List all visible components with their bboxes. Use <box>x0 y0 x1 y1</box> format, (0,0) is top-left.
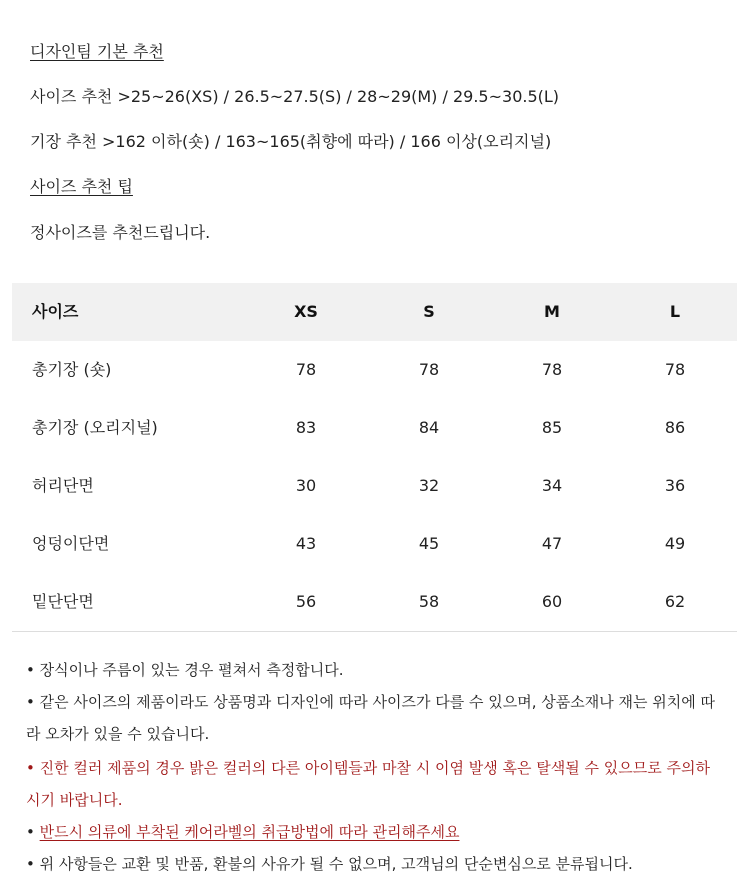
size-table-header <box>12 283 737 341</box>
table-row <box>12 399 737 457</box>
row-label: 총기장 (숏) <box>32 360 112 379</box>
table-row <box>12 573 737 631</box>
table-cell: 78 <box>295 360 317 379</box>
note-line: • 위 사항들은 교환 및 반품, 환불의 사유가 될 수 없으며, 고객님의 단순변심으로 분류됩니다. <box>26 855 633 873</box>
table-row <box>12 515 737 573</box>
table-cell: 60 <box>541 592 563 611</box>
table-cell: 58 <box>418 592 440 611</box>
note-line: • 장식이나 주름이 있는 경우 펼쳐서 측정합니다. <box>26 661 344 679</box>
table-cell: 32 <box>418 476 440 495</box>
note-measurement <box>26 654 726 686</box>
table-cell: 49 <box>664 534 686 553</box>
row-label: 밑단단면 <box>32 592 94 611</box>
table-cell: 78 <box>664 360 686 379</box>
table-cell: 34 <box>541 476 563 495</box>
table-cell: 36 <box>664 476 686 495</box>
note-line: 시기 바랍니다. <box>26 791 123 809</box>
size-tip-heading: 사이즈 추천 팁 <box>30 177 133 196</box>
header-cell: S <box>423 302 435 321</box>
note-line: • 진한 컬러 제품의 경우 밝은 컬러의 다른 아이템들과 마찰 시 이염 발생 혹은 탈색될 수 있으므로 주의하 <box>26 759 710 777</box>
table-cell: 30 <box>295 476 317 495</box>
header-cell: M <box>544 302 560 321</box>
table-cell: 78 <box>541 360 563 379</box>
note-line: 라 오차가 있을 수 있습니다. <box>26 725 210 743</box>
header-cell: XS <box>294 302 318 321</box>
table-divider <box>12 631 737 632</box>
note-bullet: • <box>26 823 40 841</box>
row-label: 허리단면 <box>32 476 94 495</box>
row-label: 엉덩이단면 <box>32 534 110 553</box>
table-cell: 45 <box>418 534 440 553</box>
table-cell: 85 <box>541 418 563 437</box>
size-table <box>12 283 737 631</box>
table-row <box>12 457 737 515</box>
table-cell: 86 <box>664 418 686 437</box>
header-cell: L <box>669 302 681 321</box>
note-no-refund <box>26 848 726 880</box>
table-cell: 84 <box>418 418 440 437</box>
size-recommendation: 사이즈 추천 >25~26(XS) / 26.5~27.5(S) / 28~29(M) / 29.5~30.5(L) <box>30 87 560 106</box>
table-cell: 78 <box>418 360 440 379</box>
note-size-variance <box>26 686 726 750</box>
note-line: • 같은 사이즈의 제품이라도 상품명과 디자인에 따라 사이즈가 다를 수 있으며, 상품소재나 재는 위치에 따 <box>26 693 715 711</box>
table-cell: 43 <box>295 534 317 553</box>
note-color-transfer-warning <box>26 752 726 816</box>
table-row <box>12 341 737 399</box>
length-recommendation: 기장 추천 >162 이하(숏) / 163~165(취향에 따라) / 166 이상(오리지널) <box>30 132 552 151</box>
header-cell: 사이즈 <box>32 302 79 321</box>
design-team-heading: 디자인팀 기본 추천 <box>30 42 164 61</box>
table-cell: 62 <box>664 592 686 611</box>
size-tip-text: 정사이즈를 추천드립니다. <box>30 223 211 242</box>
note-care-label <box>26 816 726 848</box>
table-cell: 83 <box>295 418 317 437</box>
row-label: 총기장 (오리지널) <box>32 418 158 437</box>
table-cell: 47 <box>541 534 563 553</box>
care-label-warning: 반드시 의류에 부착된 케어라벨의 취급방법에 따라 관리해주세요 <box>39 823 460 841</box>
table-cell: 56 <box>295 592 317 611</box>
